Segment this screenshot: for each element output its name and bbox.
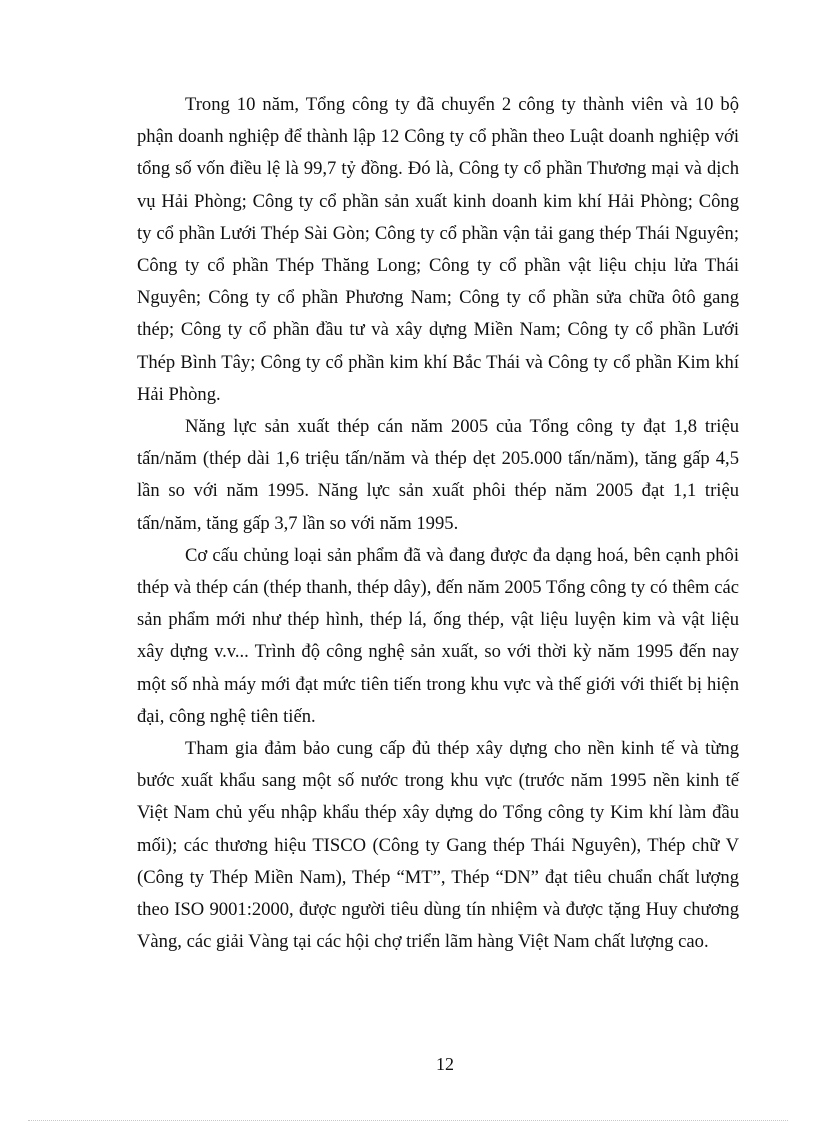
page-bottom-divider	[28, 1120, 788, 1121]
paragraph-production-capacity: Năng lực sản xuất thép cán năm 2005 của Tổng công ty đạt 1,8 triệu tấn/năm (thép dài 1,6 triệu tấn/năm và thép dẹt 205.000 tấn/năm), tăng gấp 4,5 lần so với năm 1995. Năng lực sản xuất phôi thép năm 2005 đạt 1,1 triệu tấn/năm, tăng gấp 3,7 lần so với năm 1995.	[137, 416, 739, 534]
page-number: 12	[436, 1054, 454, 1074]
body-text	[137, 89, 739, 958]
paragraph-product-structure: Cơ cấu chủng loại sản phẩm đã và đang được đa dạng hoá, bên cạnh phôi thép và thép cán (thép thanh, thép dây), đến năm 2005 Tổng công ty có thêm các sản phẩm mới như thép hình, thép lá, ống thép, vật liệu luyện kim và vật liệu xây dựng v.v... Trình độ công nghệ sản xuất, so với thời kỳ năm 1995 đến nay một số nhà máy mới đạt mức tiên tiến trong khu vực và thế giới với thiết bị hiện đại, công nghệ tiên tiến.	[137, 544, 739, 727]
paragraph-spin-off-companies: Trong 10 năm, Tổng công ty đã chuyển 2 công ty thành viên và 10 bộ phận doanh nghiệp để thành lập 12 Công ty cổ phần theo Luật doanh nghiệp với tổng số vốn điều lệ là 99,7 tỷ đồng. Đó là, Công ty cổ phần Thương mại và dịch vụ Hải Phòng; Công ty cổ phần sản xuất kinh doanh kim khí Hải Phòng; Công ty cổ phần Lưới Thép Sài Gòn; Công ty cổ phần vận tải gang thép Thái Nguyên; Công ty cổ phần Thép Thăng Long; Công ty cổ phần vật liệu chịu lửa Thái Nguyên; Công ty cổ phần Phương Nam; Công ty cổ phần sửa chữa ôtô gang thép; Công ty cổ phần đầu tư và xây dựng Miền Nam; Công ty cổ phần Lưới Thép Bình Tây; Công ty cổ phần kim khí Bắc Thái và Công ty cổ phần Kim khí Hải Phòng.	[137, 94, 739, 405]
paragraph-brands-quality: Tham gia đảm bảo cung cấp đủ thép xây dựng cho nền kinh tế và từng bước xuất khẩu sang một số nước trong khu vực (trước năm 1995 nền kinh tế Việt Nam chủ yếu nhập khẩu thép xây dựng do Tổng công ty Kim khí làm đầu mối); các thương hiệu TISCO (Công ty Gang thép Thái Nguyên), Thép chữ V (Công ty Thép Miền Nam), Thép “MT”, Thép “DN” đạt tiêu chuẩn chất lượng theo ISO 9001:2000, được người tiêu dùng tín nhiệm và được tặng Huy chương Vàng, các giải Vàng tại các hội chợ triển lãm hàng Việt Nam chất lượng cao.	[137, 738, 739, 953]
